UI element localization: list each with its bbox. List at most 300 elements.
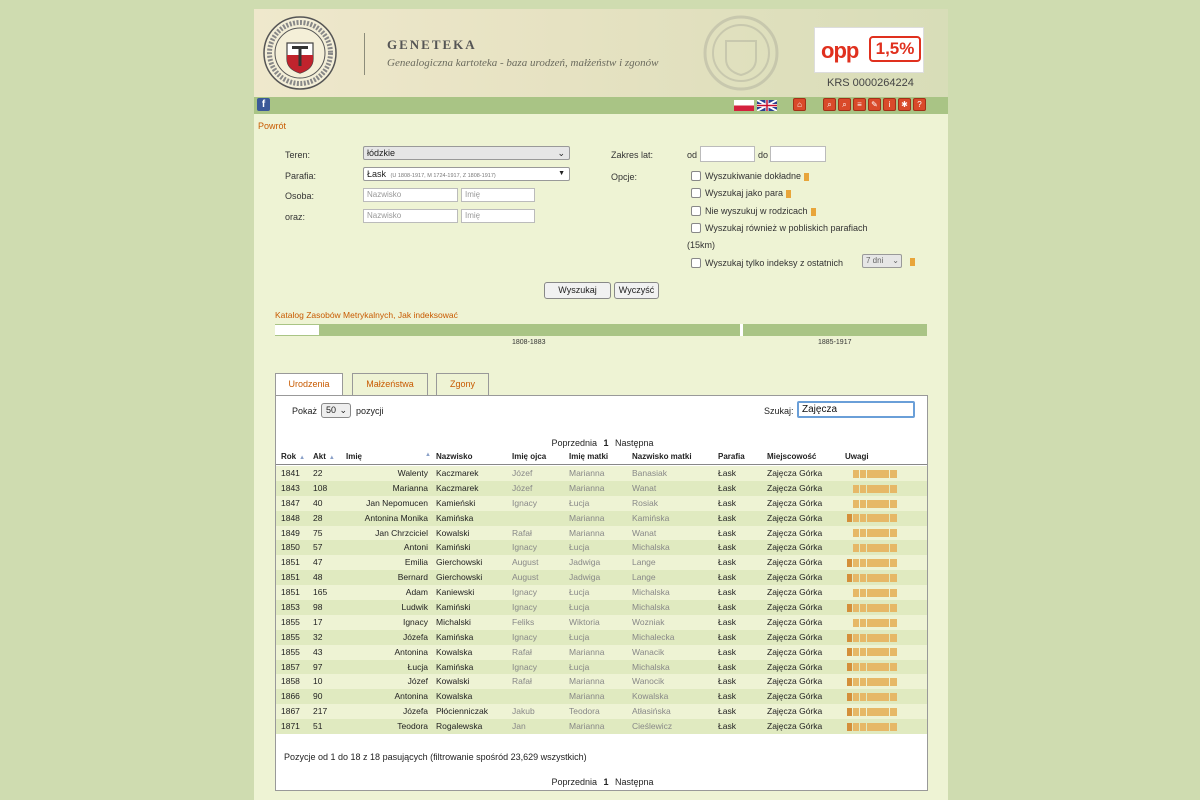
catalog-link[interactable]: Katalog Zasobów Metrykalnych, xyxy=(275,310,396,320)
row-parish: Łask xyxy=(718,691,736,702)
row-act: 10 xyxy=(313,676,323,687)
col-act[interactable]: Akt ▲ xyxy=(313,452,335,461)
row-parish: Łask xyxy=(718,512,736,523)
tab-deaths[interactable]: Zgony xyxy=(436,373,489,395)
note-h-icon[interactable] xyxy=(860,500,866,508)
note-p-icon[interactable] xyxy=(890,693,897,701)
row-mother-name: Marianna xyxy=(569,691,605,702)
row-notes xyxy=(847,615,898,630)
page-size-select[interactable]: 50 ⌄ xyxy=(321,403,351,418)
row-year: 1857 xyxy=(281,661,300,672)
row-town: Zajęcza Górka xyxy=(767,512,823,523)
parish-value: Łask xyxy=(367,169,387,179)
row-surname: Kowalski xyxy=(436,676,470,687)
note-p-icon[interactable] xyxy=(890,470,897,478)
parish-label: Parafia: xyxy=(285,171,317,181)
year-to-label: do xyxy=(758,150,769,160)
col-father-name[interactable]: Imię ojca xyxy=(512,452,547,461)
note-h-icon[interactable] xyxy=(860,723,866,731)
next-page-button[interactable]: Następna xyxy=(615,777,654,787)
prev-page-button[interactable]: Poprzednia xyxy=(551,777,597,787)
table-row xyxy=(276,555,927,570)
home-icon[interactable]: ⌂ xyxy=(793,98,806,111)
note-z-icon[interactable] xyxy=(853,500,859,508)
scan-link-icon[interactable] xyxy=(867,648,889,656)
note-z-icon[interactable] xyxy=(853,693,859,701)
note-z-icon[interactable] xyxy=(853,604,859,612)
row-parish: Łask xyxy=(718,616,736,627)
scan-link-icon[interactable] xyxy=(867,619,889,627)
row-parish: Łask xyxy=(718,557,736,568)
table-row xyxy=(276,540,927,555)
row-town: Zajęcza Górka xyxy=(767,468,823,478)
row-notes xyxy=(847,719,898,734)
row-town: Zajęcza Górka xyxy=(767,527,823,538)
scan-link-icon[interactable] xyxy=(867,723,889,731)
note-p-icon[interactable] xyxy=(890,589,897,597)
note-h-icon[interactable] xyxy=(860,663,866,671)
year-from-label: od xyxy=(687,150,698,160)
col-year[interactable]: Rok ▲ xyxy=(281,452,306,461)
row-year: 1847 xyxy=(281,497,300,508)
note-info-icon[interactable] xyxy=(847,634,852,642)
no-parents-option: Nie wyszukuj w rodzicach xyxy=(705,206,816,216)
pair-search-checkbox[interactable] xyxy=(691,188,701,198)
note-z-icon[interactable] xyxy=(853,485,859,493)
table-row xyxy=(276,526,927,541)
row-parish: Łask xyxy=(718,497,736,508)
scan-link-icon[interactable] xyxy=(867,708,889,716)
row-year: 1849 xyxy=(281,527,300,538)
row-year: 1850 xyxy=(281,542,300,553)
note-info-icon[interactable] xyxy=(847,723,852,731)
row-notes xyxy=(847,570,898,585)
row-father-name: Ignacy xyxy=(512,497,538,508)
coverage-timeline xyxy=(275,324,927,336)
row-surname: Kaczmarek xyxy=(436,482,479,493)
row-act: 51 xyxy=(313,721,323,732)
row-act: 57 xyxy=(313,542,323,553)
scan-link-icon[interactable] xyxy=(867,634,889,642)
note-z-icon[interactable] xyxy=(853,648,859,656)
scan-link-icon[interactable] xyxy=(867,559,889,567)
note-z-icon[interactable] xyxy=(853,708,859,716)
person-surname-input[interactable]: Nazwisko xyxy=(363,188,458,202)
info-icon[interactable]: i xyxy=(883,98,896,111)
nearby-radius: (15km) xyxy=(687,240,716,250)
note-z-icon[interactable] xyxy=(853,514,859,522)
row-mother-name: Jadwiga xyxy=(569,557,601,568)
row-surname: Gierchowski xyxy=(436,557,483,568)
recent-indexes-checkbox[interactable] xyxy=(691,258,701,268)
opp-donation-banner[interactable] xyxy=(814,27,924,73)
recent-indexes-option: Wyszukaj tylko indeksy z ostatnich xyxy=(705,258,843,268)
row-year: 1851 xyxy=(281,557,300,568)
row-mother-surname: Wozniak xyxy=(632,616,665,627)
current-page[interactable]: 1 xyxy=(603,777,609,787)
header-divider xyxy=(364,33,365,75)
region-select[interactable] xyxy=(363,146,570,160)
back-link[interactable]: Powrót xyxy=(258,121,287,131)
edit-icon[interactable]: ✎ xyxy=(868,98,881,111)
next-page-button[interactable]: Następna xyxy=(615,438,654,448)
note-h-icon[interactable] xyxy=(860,514,866,522)
row-town: Zajęcza Górka xyxy=(767,616,823,627)
row-town: Zajęcza Górka xyxy=(767,646,823,657)
row-father-name: Rafał xyxy=(512,676,532,687)
row-mother-surname: Michalska xyxy=(632,661,670,672)
note-p-icon[interactable] xyxy=(890,574,897,582)
second-surname-input[interactable]: Nazwisko xyxy=(363,209,458,223)
row-year: 1858 xyxy=(281,676,300,687)
current-page[interactable]: 1 xyxy=(603,438,609,448)
row-year: 1855 xyxy=(281,616,300,627)
row-father-name: Ignacy xyxy=(512,661,538,672)
second-name-input[interactable]: Imię xyxy=(461,209,535,223)
table-row xyxy=(276,674,927,689)
row-notes xyxy=(847,466,898,481)
row-notes xyxy=(847,645,898,660)
row-mother-surname: Rosiak xyxy=(632,497,658,508)
scan-link-icon[interactable] xyxy=(867,574,889,582)
row-mother-surname: Wanat xyxy=(632,527,657,538)
row-notes xyxy=(847,600,898,615)
table-row xyxy=(276,719,927,734)
english-flag-icon[interactable] xyxy=(757,100,777,111)
info-icon[interactable] xyxy=(786,190,791,198)
scan-link-icon[interactable] xyxy=(867,514,889,522)
entries-label: pozycji xyxy=(356,406,384,416)
note-z-icon[interactable] xyxy=(853,589,859,597)
row-surname: Płócienniczak xyxy=(436,706,488,717)
site-subtitle: Genealogiczna kartoteka - baza urodzeń, małżeństw i zgonów xyxy=(387,57,659,69)
row-mother-name: Marianna xyxy=(569,527,605,538)
col-mother-name[interactable]: Imię matki xyxy=(569,452,609,461)
note-h-icon[interactable] xyxy=(860,634,866,642)
sort-icon: ▲ xyxy=(425,452,431,458)
row-notes xyxy=(847,496,898,511)
recent-days-select[interactable]: 7 dni ⌄ xyxy=(862,254,902,268)
search-button[interactable]: Wyszukaj xyxy=(544,282,611,299)
list-icon[interactable]: ≡ xyxy=(853,98,866,111)
note-p-icon[interactable] xyxy=(890,514,897,522)
row-mother-name: Marianna xyxy=(569,482,605,493)
note-info-icon[interactable] xyxy=(847,708,852,716)
note-info-icon[interactable] xyxy=(847,559,852,567)
row-mother-name: Łucja xyxy=(569,542,590,553)
row-notes xyxy=(847,630,898,645)
row-notes xyxy=(847,511,898,526)
note-p-icon[interactable] xyxy=(890,648,897,656)
clear-button[interactable]: Wyczyść xyxy=(614,282,659,299)
row-year: 1843 xyxy=(281,482,300,493)
note-p-icon[interactable] xyxy=(890,500,897,508)
note-p-icon[interactable] xyxy=(890,634,897,642)
table-search-input[interactable]: Zajęcza xyxy=(797,401,915,418)
row-first-name: Antoni xyxy=(403,542,428,553)
scan-link-icon[interactable] xyxy=(867,529,889,537)
note-info-icon[interactable] xyxy=(847,663,852,671)
row-year: 1841 xyxy=(281,468,300,478)
facebook-icon[interactable]: f xyxy=(257,98,270,111)
note-z-icon[interactable] xyxy=(853,723,859,731)
row-surname: Kamieński xyxy=(436,497,476,508)
row-father-name: Józef xyxy=(512,468,533,478)
row-town: Zajęcza Górka xyxy=(767,557,823,568)
row-notes xyxy=(847,660,898,675)
note-p-icon[interactable] xyxy=(890,663,897,671)
note-h-icon[interactable] xyxy=(860,708,866,716)
row-town: Zajęcza Górka xyxy=(767,602,823,613)
note-z-icon[interactable] xyxy=(853,678,859,686)
and-label: oraz: xyxy=(285,212,306,222)
scan-link-icon[interactable] xyxy=(867,663,889,671)
info-icon[interactable] xyxy=(910,258,915,266)
no-parents-checkbox[interactable] xyxy=(691,206,701,216)
row-father-name: Jakub xyxy=(512,706,535,717)
info-icon[interactable] xyxy=(811,208,816,216)
note-z-icon[interactable] xyxy=(853,544,859,552)
note-p-icon[interactable] xyxy=(890,544,897,552)
row-town: Zajęcza Górka xyxy=(767,691,823,702)
scan-link-icon[interactable] xyxy=(867,678,889,686)
table-row xyxy=(276,645,927,660)
row-parish: Łask xyxy=(718,587,736,598)
row-town: Zajęcza Górka xyxy=(767,482,823,493)
note-p-icon[interactable] xyxy=(890,559,897,567)
row-year: 1866 xyxy=(281,691,300,702)
row-act: 43 xyxy=(313,646,323,657)
note-h-icon[interactable] xyxy=(860,693,866,701)
note-info-icon[interactable] xyxy=(847,648,852,656)
row-first-name: Walenty xyxy=(397,468,428,478)
row-year: 1853 xyxy=(281,602,300,613)
timeline-separator xyxy=(740,324,743,336)
col-notes[interactable]: Uwagi xyxy=(845,452,869,461)
row-mother-name: Marianna xyxy=(569,512,605,523)
table-row xyxy=(276,600,927,615)
chevron-down-icon: ⌄ xyxy=(892,256,899,265)
row-mother-name: Marianna xyxy=(569,676,605,687)
note-p-icon[interactable] xyxy=(890,485,897,493)
region-label: Teren: xyxy=(285,150,311,160)
note-p-icon[interactable] xyxy=(890,604,897,612)
note-p-icon[interactable] xyxy=(890,529,897,537)
year-to-input[interactable] xyxy=(770,146,826,162)
nav-bar xyxy=(254,97,948,114)
krs-number: KRS 0000264224 xyxy=(827,77,914,89)
note-h-icon[interactable] xyxy=(860,529,866,537)
row-year: 1855 xyxy=(281,631,300,642)
parish-select[interactable] xyxy=(363,167,570,181)
row-year: 1867 xyxy=(281,706,300,717)
row-mother-surname: Kowalska xyxy=(632,691,669,702)
results-summary: Pozycje od 1 do 18 z 18 pasujących (filtrowanie spośród 23,629 wszystkich) xyxy=(284,752,587,762)
row-parish: Łask xyxy=(718,482,736,493)
note-h-icon[interactable] xyxy=(860,604,866,612)
scan-link-icon[interactable] xyxy=(867,589,889,597)
row-father-name: Ignacy xyxy=(512,602,538,613)
row-surname: Kamińska xyxy=(436,661,474,672)
scan-link-icon[interactable] xyxy=(867,544,889,552)
year-from-input[interactable] xyxy=(700,146,755,162)
tools-icon[interactable]: ✱ xyxy=(898,98,911,111)
note-info-icon[interactable] xyxy=(847,678,852,686)
row-town: Zajęcza Górka xyxy=(767,721,823,732)
row-mother-name: Teodora xyxy=(569,706,600,717)
exact-search-checkbox[interactable] xyxy=(691,171,701,181)
table-row xyxy=(276,704,927,719)
row-act: 217 xyxy=(313,706,328,717)
note-info-icon[interactable] xyxy=(847,604,852,612)
note-z-icon[interactable] xyxy=(853,470,859,478)
row-town: Zajęcza Górka xyxy=(767,572,823,583)
note-p-icon[interactable] xyxy=(890,723,897,731)
how-to-index-link[interactable]: Jak indeksować xyxy=(397,310,458,320)
row-mother-surname: Michalska xyxy=(632,542,670,553)
row-year: 1855 xyxy=(281,646,300,657)
row-parish: Łask xyxy=(718,602,736,613)
row-surname: Kamińska xyxy=(436,512,474,523)
row-town: Zajęcza Górka xyxy=(767,587,823,598)
note-p-icon[interactable] xyxy=(890,619,897,627)
scan-link-icon[interactable] xyxy=(867,693,889,701)
row-notes xyxy=(847,689,898,704)
note-info-icon[interactable] xyxy=(847,574,852,582)
results-rows xyxy=(276,466,927,734)
row-father-name: Rafał xyxy=(512,527,532,538)
note-p-icon[interactable] xyxy=(890,678,897,686)
row-father-name: Jan xyxy=(512,721,526,732)
search-plus-icon[interactable]: ⌕ xyxy=(838,98,851,111)
row-first-name: Antonina Monika xyxy=(364,512,428,523)
col-town[interactable]: Miejscowość xyxy=(767,452,817,461)
row-town: Zajęcza Górka xyxy=(767,706,823,717)
table-row xyxy=(276,481,927,496)
note-z-icon[interactable] xyxy=(853,634,859,642)
ptg-seal-logo[interactable] xyxy=(262,15,338,91)
row-notes xyxy=(847,481,898,496)
note-h-icon[interactable] xyxy=(860,470,866,478)
info-icon[interactable] xyxy=(804,173,809,181)
row-first-name: Łucja xyxy=(407,661,428,672)
table-row xyxy=(276,496,927,511)
table-search-label: Szukaj: xyxy=(764,406,794,416)
row-mother-surname: Wanat xyxy=(632,482,657,493)
row-mother-surname: Wanocik xyxy=(632,676,665,687)
ptg-watermark xyxy=(686,13,796,93)
note-h-icon[interactable] xyxy=(860,648,866,656)
row-surname: Kowalska xyxy=(436,691,473,702)
note-z-icon[interactable] xyxy=(853,663,859,671)
row-parish: Łask xyxy=(718,706,736,717)
person-name-input[interactable]: Imię xyxy=(461,188,535,202)
scan-link-icon[interactable] xyxy=(867,485,889,493)
tab-births[interactable]: Urodzenia xyxy=(275,373,343,396)
scan-link-icon[interactable] xyxy=(867,470,889,478)
row-act: 40 xyxy=(313,497,323,508)
note-h-icon[interactable] xyxy=(860,544,866,552)
note-h-icon[interactable] xyxy=(860,589,866,597)
row-first-name: Bernard xyxy=(397,572,428,583)
scan-link-icon[interactable] xyxy=(867,604,889,612)
row-mother-name: Łucja xyxy=(569,587,590,598)
col-first-name[interactable]: Imię xyxy=(346,452,363,461)
row-surname: Kaniewski xyxy=(436,587,475,598)
row-act: 47 xyxy=(313,557,323,568)
exact-search-option: Wyszukiwanie dokładne xyxy=(705,171,809,181)
region-value: łódzkie xyxy=(367,148,396,158)
nearby-parishes-checkbox[interactable] xyxy=(691,223,701,233)
note-h-icon[interactable] xyxy=(860,574,866,582)
row-act: 17 xyxy=(313,616,323,627)
note-info-icon[interactable] xyxy=(847,514,852,522)
row-mother-name: Marianna xyxy=(569,721,605,732)
row-father-name: Rafał xyxy=(512,646,532,657)
row-act: 108 xyxy=(313,482,328,493)
row-mother-surname: Banasiak xyxy=(632,468,667,478)
row-surname: Kamiński xyxy=(436,542,471,553)
row-parish: Łask xyxy=(718,676,736,687)
polish-flag-icon[interactable] xyxy=(734,100,754,111)
parish-detail: (U 1808-1917, M 1724-1917, Z 1808-1917) xyxy=(390,173,496,179)
note-h-icon[interactable] xyxy=(860,619,866,627)
row-notes xyxy=(847,585,898,600)
row-surname: Gierchowski xyxy=(436,572,483,583)
note-h-icon[interactable] xyxy=(860,485,866,493)
note-z-icon[interactable] xyxy=(853,559,859,567)
row-notes xyxy=(847,540,898,555)
options-label: Opcje: xyxy=(611,172,638,182)
scan-link-icon[interactable] xyxy=(867,500,889,508)
table-row xyxy=(276,570,927,585)
row-mother-surname: Wanacik xyxy=(632,646,665,657)
row-mother-name: Marianna xyxy=(569,468,605,478)
note-h-icon[interactable] xyxy=(860,559,866,567)
row-year: 1848 xyxy=(281,512,300,523)
chevron-down-icon: ⌄ xyxy=(557,148,565,158)
row-first-name: Antonina xyxy=(394,691,428,702)
row-parish: Łask xyxy=(718,527,736,538)
results-panel xyxy=(275,395,928,791)
help-icon[interactable]: ? xyxy=(913,98,926,111)
row-mother-name: Łucja xyxy=(569,631,590,642)
col-parish[interactable]: Parafia xyxy=(718,452,745,461)
row-parish: Łask xyxy=(718,646,736,657)
note-z-icon[interactable] xyxy=(853,619,859,627)
row-act: 97 xyxy=(313,661,323,672)
note-p-icon[interactable] xyxy=(890,708,897,716)
years-label: Zakres lat: xyxy=(611,150,654,160)
col-mother-surname[interactable]: Nazwisko matki xyxy=(632,452,692,461)
row-mother-surname: Lange xyxy=(632,557,656,568)
table-row xyxy=(276,511,927,526)
note-h-icon[interactable] xyxy=(860,678,866,686)
row-town: Zajęcza Górka xyxy=(767,542,823,553)
note-info-icon[interactable] xyxy=(847,693,852,701)
sort-asc-icon: ▲ xyxy=(299,455,306,461)
row-first-name: Józefa xyxy=(402,706,428,717)
prev-page-button[interactable]: Poprzednia xyxy=(551,438,597,448)
search-icon[interactable]: ⌕ xyxy=(823,98,836,111)
tab-marriages[interactable]: Małżeństwa xyxy=(352,373,428,395)
row-surname: Kowalski xyxy=(436,527,470,538)
row-mother-surname: Lange xyxy=(632,572,656,583)
row-mother-surname: Michalska xyxy=(632,587,670,598)
col-surname[interactable]: Nazwisko xyxy=(436,452,473,461)
note-z-icon[interactable] xyxy=(853,574,859,582)
note-z-icon[interactable] xyxy=(853,529,859,537)
